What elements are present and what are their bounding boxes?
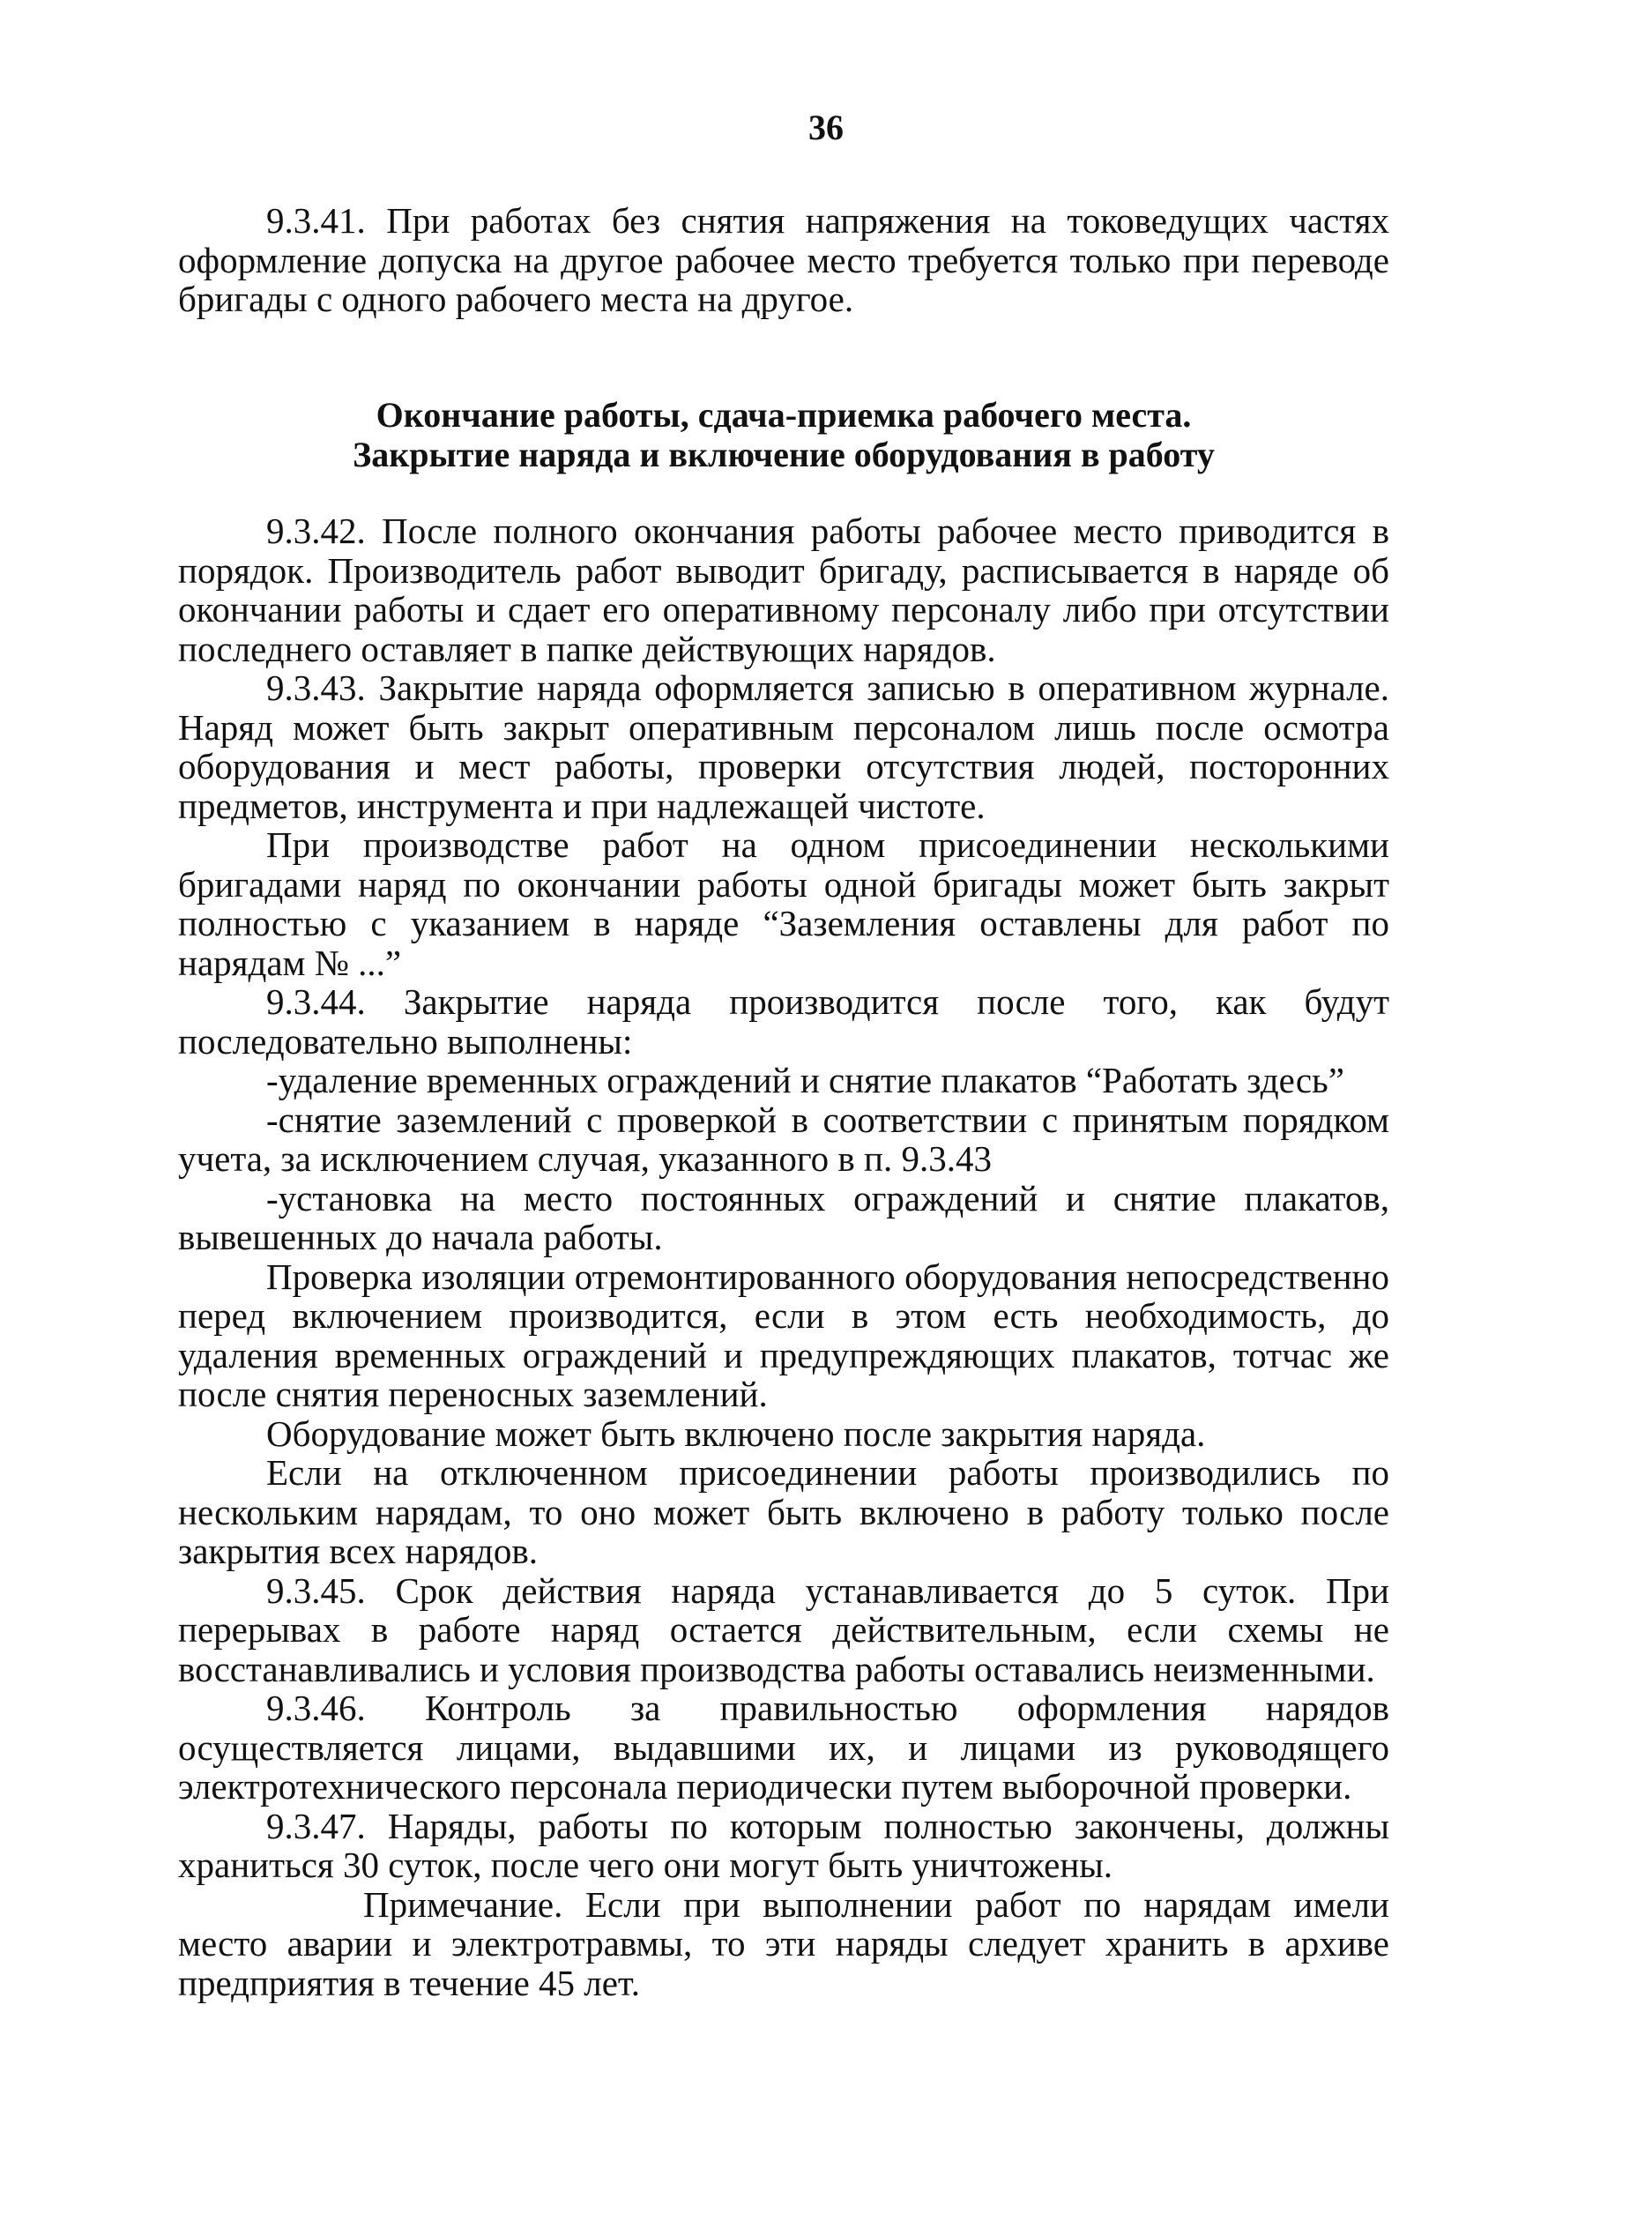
paragraph-9-3-45: 9.3.45. Срок действия наряда устанавливается до 5 суток. При перерывах в работе наряд остается действительным, если схемы не восстанавливались и условия производства работы оставались неизменными. bbox=[178, 1569, 1389, 1689]
paragraph-9-3-43: 9.3.43. Закрытие наряда оформляется записью в оперативном журнале. Наряд может быть закрыт оперативным персоналом лишь после осмотра оборудования и мест работы, проверки отсутствия людей, посторонних предметов, инструмента и при надлежащей чистоте. bbox=[178, 667, 1389, 826]
note-paragraph: Примечание. Если при выполнении работ по нарядам имели место аварии и электротравмы, то эти наряды следует хранить в архиве предприятия в течение 45 лет. bbox=[178, 1883, 1389, 2003]
section-heading-line-2: Закрытие наряда и включение оборудования в работу bbox=[353, 435, 1215, 474]
body-text bbox=[178, 511, 1389, 2002]
paragraph-multiple-brigades: При производстве работ на одном присоединении несколькими бригадами наряд по окончании работы одной бригады может быть закрыт полностью с указанием в наряде “Заземления оставлены для работ по нарядам № ...” bbox=[178, 824, 1389, 983]
paragraph-9-3-44: 9.3.44. Закрытие наряда производится после того, как будут последовательно выполнены: bbox=[178, 981, 1389, 1062]
paragraph-9-3-41: 9.3.41. При работах без снятия напряжения на токоведущих частях оформление допуска на другое рабочее место требуется только при переводе бригады с одного рабочего места на другое. bbox=[178, 200, 1389, 319]
paragraph-9-3-42: 9.3.42. После полного окончания работы рабочее место приводится в порядок. Производитель работ выводит бригаду, расписывается в наряде об окончании работы и сдает его оперативному персоналу либо при отсутствии последнего оставляет в папке действующих нарядов. bbox=[178, 511, 1389, 669]
list-item-remove-fences: -удаление временных ограждений и снятие плакатов “Работать здесь” bbox=[266, 1060, 1344, 1100]
paragraph-equipment-enable: Оборудование может быть включено после закрытия наряда. bbox=[266, 1412, 1206, 1454]
paragraph-9-3-47: 9.3.47. Наряды, работы по которым полностью закончены, должны храниться 30 суток, после чего они могут быть уничтожены. bbox=[178, 1805, 1389, 1885]
page-number: 36 bbox=[808, 108, 844, 147]
paragraph-insulation-check: Проверка изоляции отремонтированного оборудования непосредственно перед включением производится, если в этом есть необходимость, до удаления временных ограждений и предупреждяющих плакатов, тотчас же после снятия переносных заземлений. bbox=[178, 1256, 1389, 1414]
list-item-install-fences: -установка на место постоянных ограждений и снятие плакатов, вывешенных до начала работы. bbox=[178, 1177, 1389, 1257]
paragraph-9-3-46: 9.3.46. Контроль за правильностью оформления нарядов осуществляется лицами, выдавшими их, и лицами из руководящего электротехнического персонала периодически путем выборочной проверки. bbox=[178, 1688, 1389, 1807]
paragraph-multiple-orders: Если на отключенном присоединении работы производились по нескольким нарядам, то оно может быть включено в работу только после закрытия всех нарядов. bbox=[178, 1452, 1389, 1571]
intro-section bbox=[178, 201, 1389, 319]
section-heading bbox=[178, 395, 1389, 474]
section-heading-line-1: Окончание работы, сдача-приемка рабочего места. bbox=[376, 395, 1192, 435]
list-item-remove-groundings: -снятие заземлений с проверкой в соответствии с принятым порядком учета, за исключением случая, указанного в п. 9.3.43 bbox=[178, 1099, 1389, 1179]
